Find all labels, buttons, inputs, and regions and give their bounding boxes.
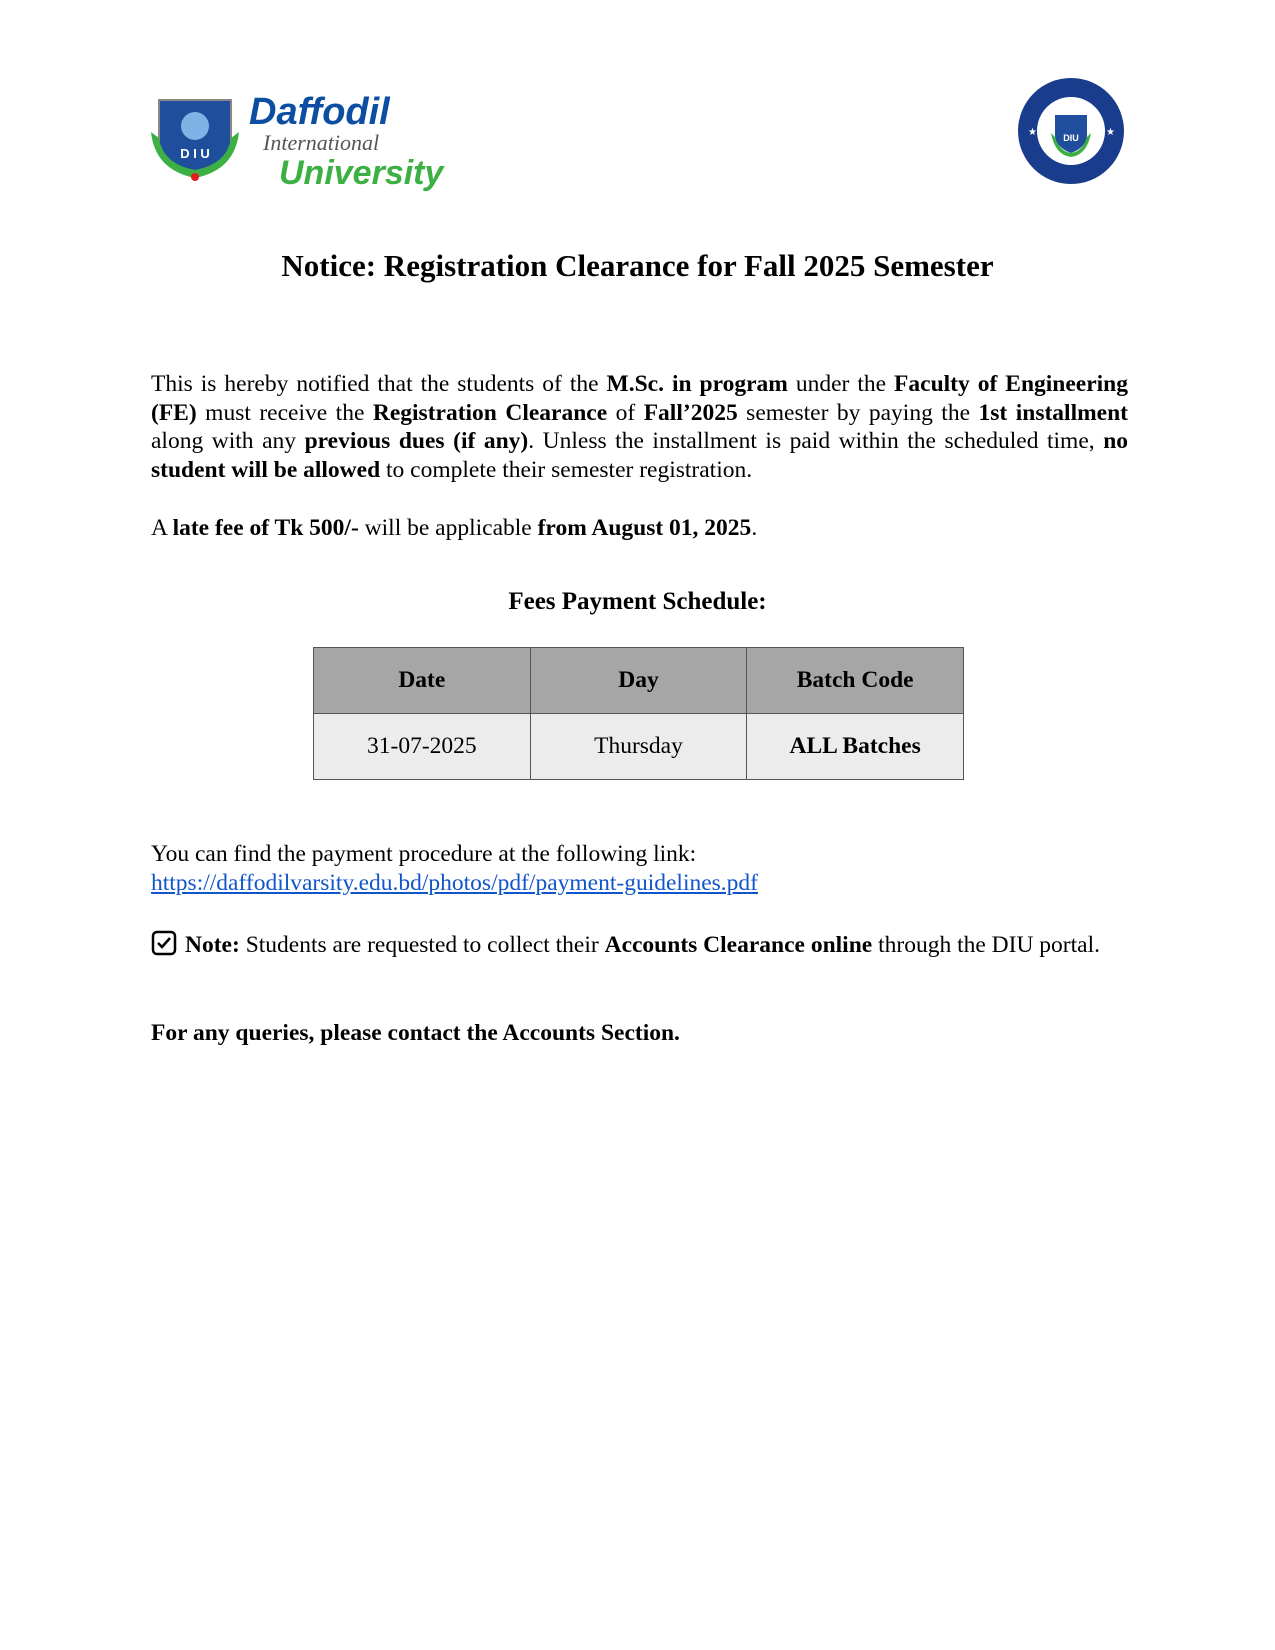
column-header-date: Date [314,648,531,714]
bold-text: Fall’2025 [643,399,738,426]
text-run: under the [787,371,895,397]
svg-text:DIU: DIU [1063,133,1079,143]
closing-line: For any queries, please contact the Accounts Section. [151,1020,680,1046]
text-run: A [151,515,173,541]
cell-day: Thursday [530,714,747,780]
cell-date: 31-07-2025 [314,714,531,780]
table-row [314,714,964,780]
column-header-batch-code: Batch Code [747,648,964,714]
bold-text: 1st installment [978,399,1128,426]
bold-text: from August 01, 2025 [537,515,752,541]
bold-text: late fee of Tk 500/- [172,515,359,541]
text-run: Students are requested to collect their [239,932,605,958]
bold-text: Faculty of Engineering (FE) [151,371,1129,426]
text-run: of [607,399,644,426]
schedule-heading: Fees Payment Schedule: [508,588,767,615]
checkbox-checked-icon [151,930,177,964]
bold-text: previous dues (if any) [304,428,529,454]
text-run: semester by paying the [737,399,979,426]
text-run: This is hereby notified that the students of the [151,371,607,397]
logo-emblem-text: D I U [180,146,210,161]
bold-text: Accounts Clearance online [604,932,873,958]
text-run: will be applicable [358,515,538,541]
page-title: Notice: Registration Clearance for Fall 2025 Semester [281,248,994,283]
payment-intro: You can find the payment procedure at the following link: [151,841,697,867]
notice-paragraph [151,370,1128,484]
text-run: along with any [151,428,305,454]
text-run: . Unless the installment is paid within the scheduled time, [528,428,1104,454]
bold-text: M.Sc. in program [606,371,788,397]
fees-schedule-table [313,647,964,780]
svg-text:★: ★ [1028,127,1037,138]
column-header-day: Day [530,648,747,714]
text-run: to complete their semester registration. [380,456,753,483]
text-run: through the DIU portal. [872,932,1100,958]
note-label: Note: [185,932,240,958]
payment-paragraph [151,840,1128,897]
svg-text:★: ★ [1106,127,1115,138]
note-paragraph [151,930,1128,964]
department-seal [1017,77,1125,185]
payment-guidelines-link[interactable]: https://daffodilvarsity.edu.bd/photos/pdf/payment-guidelines.pdf [151,869,758,896]
text-run: must receive the [196,399,373,426]
cell-batch-code: ALL Batches [747,714,964,780]
university-logo [151,86,496,196]
table-header-row [314,648,964,714]
bold-text: no student will be allowed [151,428,1129,483]
late-fee-paragraph [151,514,1128,543]
text-run: . [751,515,758,541]
bold-text: Registration Clearance [372,399,608,426]
logo-word-daffodil: Daffodil [249,91,390,133]
logo-word-university: University [279,154,444,192]
logo-word-international: International [263,130,380,155]
